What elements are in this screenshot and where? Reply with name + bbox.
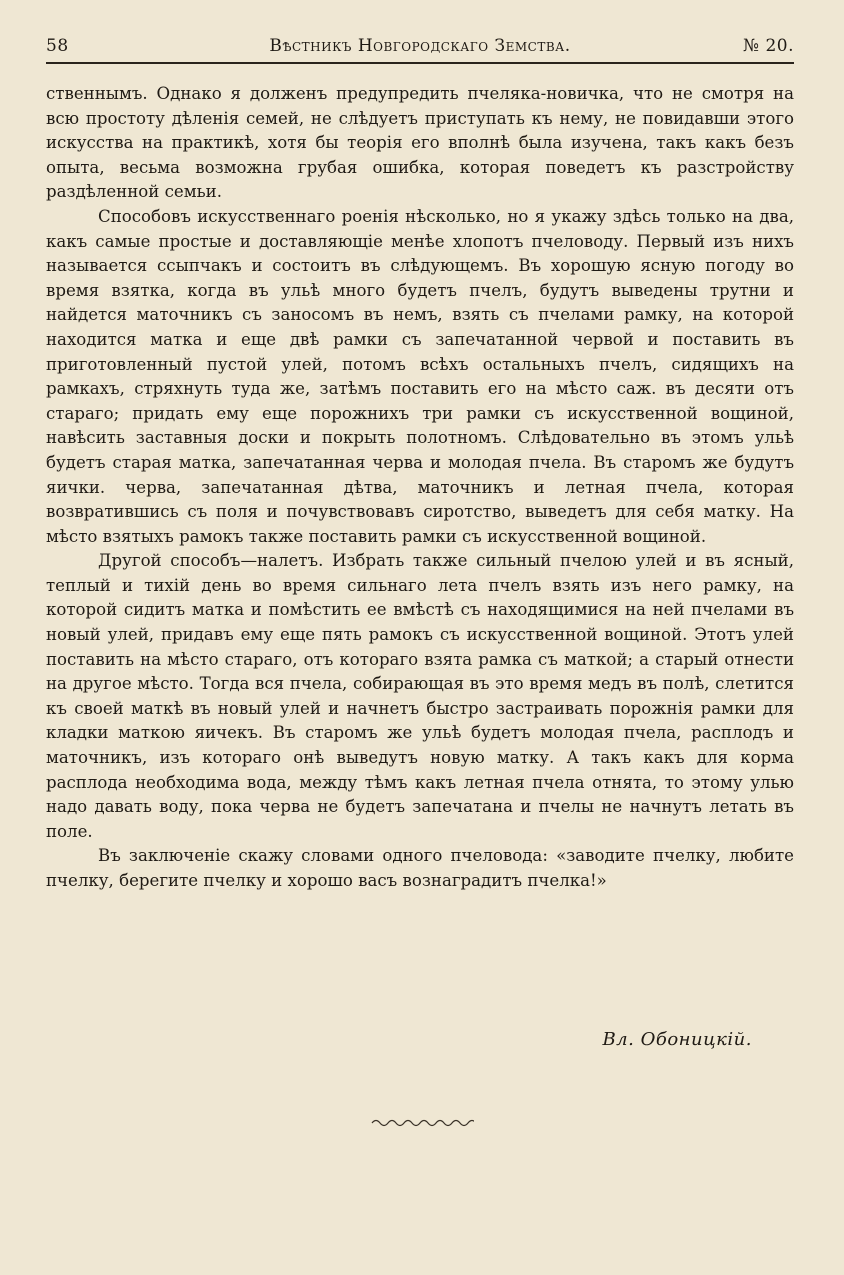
author-signature: Вл. Обоницкій. — [602, 1029, 752, 1050]
closing-ornament — [370, 1118, 474, 1128]
running-header — [46, 36, 794, 64]
paragraph-3: Другой способъ—налетъ. Избрать также сильный пчелою улей и въ ясный, теплый и тихій день во время сильнаго лета пчелъ взять изъ него рамку, на которой сидитъ матка и помѣстить ее вмѣстѣ съ находящимися на ней пчелами въ новый улей, придавъ ему еще пять рамокъ съ искусственной вощиной. Этотъ улей поставить на мѣсто стараго, отъ котораго взята рамка съ маткой; а старый отнести на другое мѣсто. Тогда вся пчела, собирающая въ это время медъ въ полѣ, слетится къ своей маткѣ въ новый улей и начнетъ быстро застраивать порожнія рамки для кладки маткою яичекъ. Въ старомъ же ульѣ будетъ молодая пчела, расплодъ и маточникъ, изъ котораго онѣ выведутъ новую матку. А такъ какъ для корма расплода необходима вода, между тѣмъ какъ летная пчела отнята, то этому улью надо давать воду, пока черва не будетъ запечатана и пчелы не начнутъ летать въ поле. — [46, 551, 794, 841]
journal-title: Вѣстникъ Новгородскаго Земства. — [269, 36, 571, 56]
header-rule — [46, 62, 794, 64]
paragraph-1: ственнымъ. Однако я долженъ предупредить пчеляка-новичка, что не смотря на всю простоту дѣленія семей, не слѣдуетъ приступать къ нему, не повидавши этого искусства на практикѣ, хотя бы теорія его вполнѣ была изучена, такъ какъ безъ опыта, весьма возможна грубая ошибка, которая поведетъ къ разстройству раздѣленной семьи. — [46, 84, 794, 202]
page-number: 58 — [46, 36, 69, 56]
paragraph-4: Въ заключеніе скажу словами одного пчеловода: «заводите пчелку, любите пчелку, берегите пчелку и хорошо васъ вознаградитъ пчелка!» — [46, 846, 794, 890]
article-body — [46, 82, 794, 894]
issue-number: № 20. — [742, 36, 794, 56]
paragraph-2: Способовъ искусственнаго роенія нѣсколько, но я укажу здѣсь только на два, какъ самые простые и доставляющіе менѣе хлопотъ пчеловоду. Первый изъ нихъ называется ссыпчакъ и состоитъ въ слѣдующемъ. Въ хорошую ясную погоду во время взятка, когда въ ульѣ много будетъ пчелъ, будутъ выведены трутни и найдется маточникъ съ заносомъ въ немъ, взять съ пчелами рамку, на которой находится матка и еще двѣ рамки съ запечатанной червой и поставить въ приготовленный пустой улей, потомъ всѣхъ остальныхъ пчелъ, сидящихъ на рамкахъ, стряхнуть туда же, затѣмъ поставить его на мѣсто саж. въ десяти отъ стараго; придать ему еще порожнихъ три рамки съ искусственной вощиной, навѣсить заставныя доски и покрыть полотномъ. Слѣдовательно въ этомъ ульѣ будетъ старая матка, запечатанная черва и молодая пчела. Въ старомъ же будутъ яички. черва, запечатанная дѣтва, маточникъ и летная пчела, которая возвратившись съ поля и почувствовавъ сиротство, выведетъ для себя матку. На мѣсто взятыхъ рамокъ также поставить рамки съ искусственной вощиной. — [46, 206, 794, 546]
